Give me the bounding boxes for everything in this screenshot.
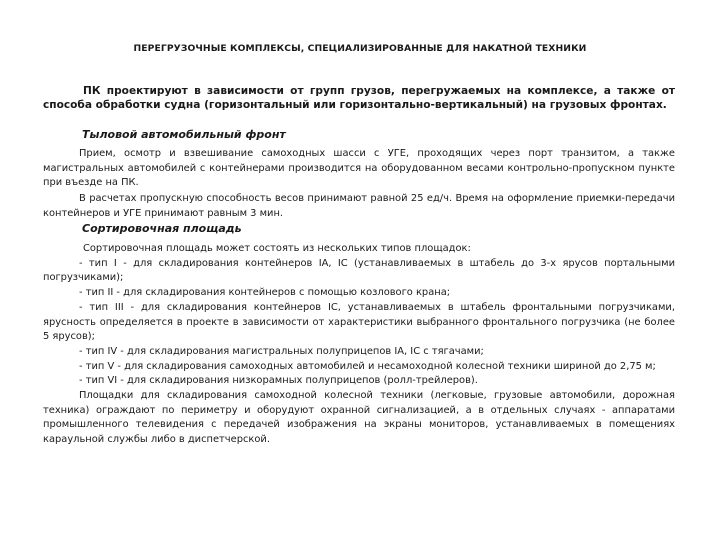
list-item: - тип VI - для складирования низкорамных полуприцепов (ролл-трейлеров). [79, 375, 478, 387]
intro-paragraph: ПК проектируют в зависимости от групп грузов, перегружаемых на комплексе, а также от способа обработки судна (горизонтальный или горизонтально-вертикальный) на грузовых фронтах. [43, 85, 675, 112]
list-item: - тип V - для складирования самоходных автомобилей и несамоходной колесной техники шириной до 2,75 м; [79, 360, 656, 372]
list-item: - тип II - для складирования контейнеров с помощью козлового крана; [79, 287, 451, 299]
section-heading-sorting-area: Сортировочная площадь [82, 222, 242, 235]
paragraph-capacity: В расчетах пропускную способность весов принимают равной 25 ед/ч. Время на оформление приемки-передачи контейнеров и УГЕ принимают равным 3 мин. [43, 193, 675, 219]
list-lead: Сортировочная площадь может состоять из нескольких типов площадок: [83, 243, 471, 254]
list-item: - тип III - для складирования контейнеров IC, устанавливаемых в штабель фронтальными погрузчиками, ярусность определяется в проекте в зависимости от характеристики выбранного фронтального погрузчика (не более 5 ярусов); [43, 301, 675, 343]
list-item: - тип IV - для складирования магистральных полуприцепов IA, IC с тягачами; [79, 345, 484, 357]
closing-paragraph: Площадки для складирования самоходной колесной техники (легковые, грузовые автомобили, дорожная техника) ограждают по периметру и оборудуют охранной сигнализацией, а в отдельных случаях - аппаратами промышленного телевидения с передачей изображения на экраны мониторов, устанавливаемых в помещениях караульной службы либо в диспетчерской. [43, 390, 675, 446]
paragraph-inspection: Прием, осмотр и взвешивание самоходных шасси с УГЕ, проходящих через порт транзитом, а также магистральных автомобилей с контейнерами производится на оборудованном весами контрольно-пропускном пункте при въезде на ПК. [43, 148, 675, 189]
document-title: ПЕРЕГРУЗОЧНЫЕ КОМПЛЕКСЫ, СПЕЦИАЛИЗИРОВАННЫЕ ДЛЯ НАКАТНОЙ ТЕХНИКИ [133, 43, 587, 54]
sorting-area-list [43, 242, 675, 448]
list-item: - тип I - для складирования контейнеров IA, IC (устанавливаемых в штабель до 3-х ярусов портальными погрузчиками); [43, 257, 675, 284]
section-heading-truck-front: Тыловой автомобильный фронт [82, 128, 286, 141]
